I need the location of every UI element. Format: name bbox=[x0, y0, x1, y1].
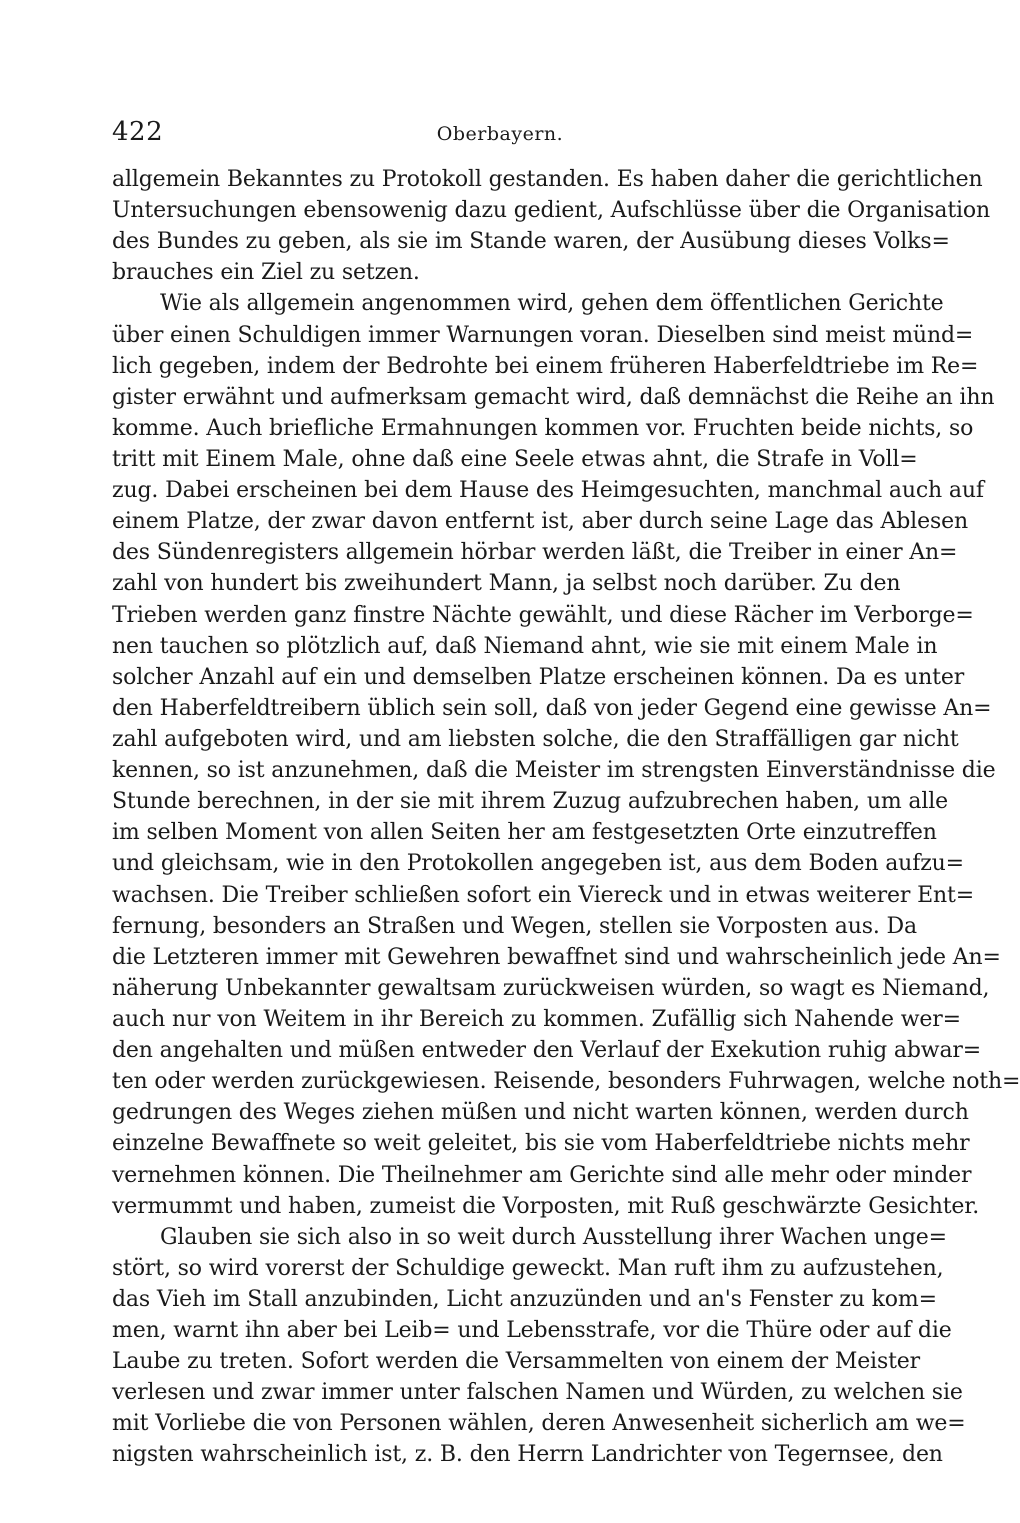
text-line: vermummt und haben, zumeist die Vorposten, mit Ruß geschwärzte Gesichter. bbox=[112, 1193, 980, 1219]
text-line: zahl von hundert bis zweihundert Mann, ja selbst noch darüber. Zu den bbox=[112, 571, 901, 597]
text-line: Stunde berechnen, in der sie mit ihrem Zuzug aufzubrechen haben, um alle bbox=[112, 789, 949, 815]
text-line: men, warnt ihn aber bei Leib= und Lebensstrafe, vor die Thüre oder auf die bbox=[112, 1318, 952, 1344]
text-line: solcher Anzahl auf ein und demselben Platze erscheinen können. Da es unter bbox=[112, 664, 965, 690]
text-line: im selben Moment von allen Seiten her am festgesetzten Orte einzutreffen bbox=[112, 820, 937, 846]
text-line: brauches ein Ziel zu setzen. bbox=[112, 260, 420, 286]
text-line: auch nur von Weitem in ihr Bereich zu kommen. Zufällig sich Nahende wer= bbox=[112, 1006, 961, 1032]
text-line: gister erwähnt und aufmerksam gemacht wird, daß demnächst die Reihe an ihn bbox=[112, 384, 995, 410]
text-line: und gleichsam, wie in den Protokollen angegeben ist, aus dem Boden aufzu= bbox=[112, 851, 964, 877]
text-line: stört, so wird vorerst der Schuldige geweckt. Man ruft ihm zu aufzustehen, bbox=[112, 1255, 944, 1281]
text-line: gedrungen des Weges ziehen müßen und nicht warten können, werden durch bbox=[112, 1100, 969, 1126]
text-line: nen tauchen so plötzlich auf, daß Niemand ahnt, wie sie mit einem Male in bbox=[112, 633, 938, 659]
text-line: Trieben werden ganz finstre Nächte gewählt, und diese Rächer im Verborge= bbox=[112, 602, 974, 628]
text-line: verlesen und zwar immer unter falschen Namen und Würden, zu welchen sie bbox=[112, 1380, 963, 1406]
text-line: allgemein Bekanntes zu Protokoll gestanden. Es haben daher die gerichtlichen bbox=[112, 167, 983, 192]
page-header bbox=[112, 112, 888, 152]
text-line: Laube zu treten. Sofort werden die Versammelten von einem der Meister bbox=[112, 1349, 921, 1375]
page-number: 422 bbox=[112, 117, 164, 147]
text-line: zahl aufgeboten wird, und am liebsten solche, die den Straffälligen gar nicht bbox=[112, 726, 959, 752]
text-line: die Letzteren immer mit Gewehren bewaffnet sind und wahrscheinlich jede An= bbox=[112, 944, 1001, 970]
text-line: näherung Unbekannter gewaltsam zurückweisen würden, so wagt es Niemand, bbox=[112, 975, 990, 1001]
text-line: einzelne Bewaffnete so weit geleitet, bis sie vom Haberfeldtriebe nichts mehr bbox=[112, 1131, 970, 1157]
text-line: vernehmen können. Die Theilnehmer am Gerichte sind alle mehr oder minder bbox=[112, 1162, 972, 1188]
text-line: tritt mit Einem Male, ohne daß eine Seele etwas ahnt, die Strafe in Voll= bbox=[112, 446, 918, 472]
text-line: wachsen. Die Treiber schließen sofort ein Viereck und in etwas weiterer Ent= bbox=[112, 882, 975, 908]
text-line: Glauben sie sich also in so weit durch Ausstellung ihrer Wachen unge= bbox=[160, 1224, 947, 1250]
text-line: des Sündenregisters allgemein hörbar werden läßt, die Treiber in einer An= bbox=[112, 540, 958, 566]
text-line: über einen Schuldigen immer Warnungen voran. Dieselben sind meist münd= bbox=[112, 322, 974, 348]
text-line: den angehalten und müßen entweder den Verlauf der Exekution ruhig abwar= bbox=[112, 1038, 982, 1064]
text-line: kennen, so ist anzunehmen, daß die Meister im strengsten Einverständnisse die bbox=[112, 758, 996, 784]
text-line: mit Vorliebe die von Personen wählen, deren Anwesenheit sicherlich am we= bbox=[112, 1411, 966, 1437]
text-line: das Vieh im Stall anzubinden, Licht anzuzünden und an's Fenster zu kom= bbox=[112, 1286, 937, 1312]
text-line: einem Platze, der zwar davon entfernt ist, aber durch seine Lage das Ablesen bbox=[112, 509, 968, 535]
running-head: Oberbayern. bbox=[436, 123, 564, 145]
text-line: komme. Auch briefliche Ermahnungen kommen vor. Fruchten beide nichts, so bbox=[112, 415, 974, 441]
text-line: den Haberfeldtreibern üblich sein soll, daß von jeder Gegend eine gewisse An= bbox=[112, 695, 992, 721]
text-line: Wie als allgemein angenommen wird, gehen dem öffentlichen Gerichte bbox=[160, 291, 944, 317]
text-line: ten oder werden zurückgewiesen. Reisende, besonders Fuhrwagen, welche noth= bbox=[112, 1069, 1020, 1095]
text-line: Untersuchungen ebensowenig dazu gedient, Aufschlüsse über die Organisation bbox=[112, 198, 991, 224]
text-line: fernung, besonders an Straßen und Wegen, stellen sie Vorposten aus. Da bbox=[112, 913, 918, 939]
text-line: zug. Dabei erscheinen bei dem Hause des Heimgesuchten, manchmal auch auf bbox=[112, 478, 984, 504]
text-line: lich gegeben, indem der Bedrohte bei einem früheren Haberfeldtriebe im Re= bbox=[112, 353, 979, 379]
body-text bbox=[112, 164, 1020, 1471]
text-line: des Bundes zu geben, als sie im Stande waren, der Ausübung dieses Volks= bbox=[112, 229, 950, 255]
text-line: nigsten wahrscheinlich ist, z. B. den Herrn Landrichter von Tegernsee, den bbox=[112, 1442, 943, 1468]
